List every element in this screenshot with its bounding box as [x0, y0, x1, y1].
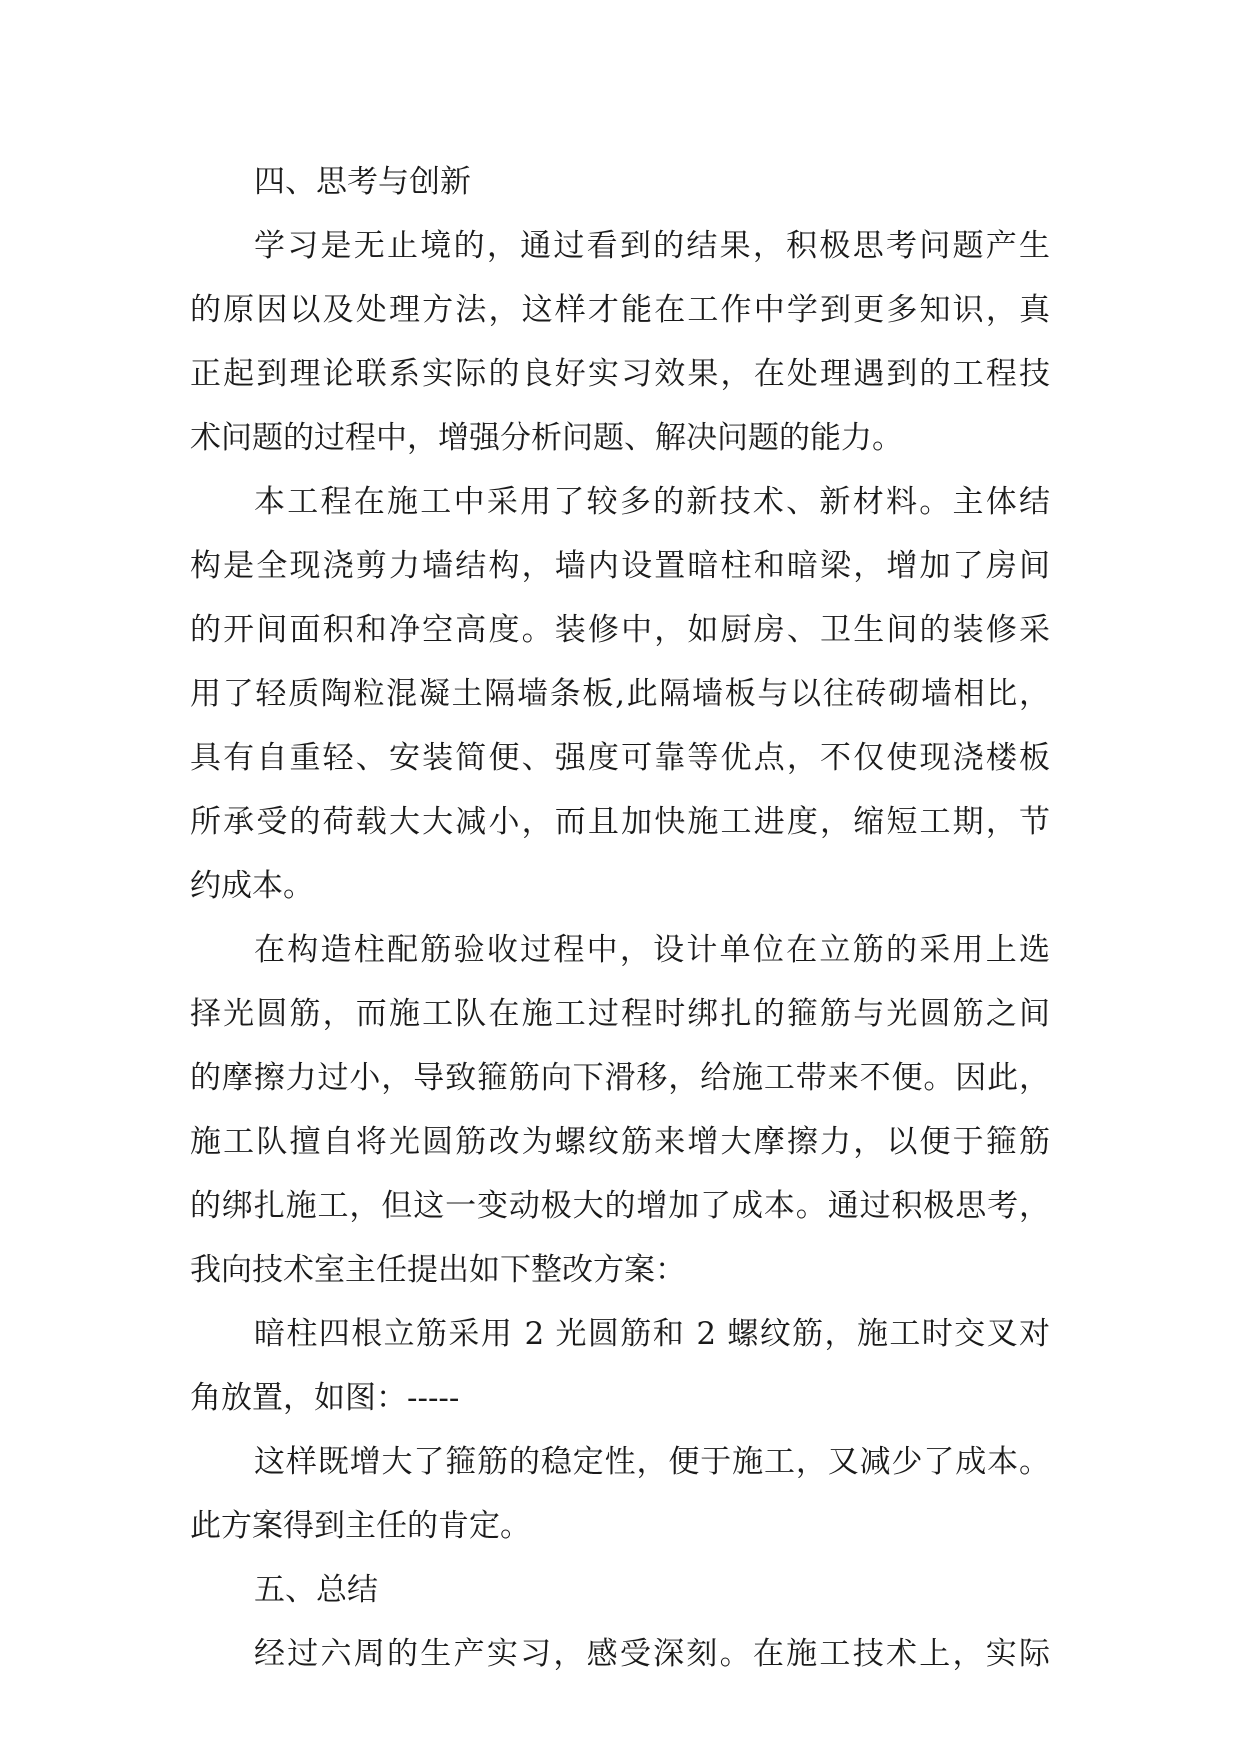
paragraph-line: 施工队擅自将光圆筋改为螺纹筋来增大摩擦力，以便于箍筋 — [190, 1124, 1050, 1160]
paragraph-line: 的开间面积和净空高度。装修中，如厨房、卫生间的装修采 — [190, 612, 1050, 648]
paragraph-line: 经过六周的生产实习，感受深刻。在施工技术上，实际 — [254, 1636, 1050, 1672]
paragraph-line: 具有自重轻、安装简便、强度可靠等优点，不仅使现浇楼板 — [190, 740, 1050, 776]
paragraph-line: 此方案得到主任的肯定。 — [190, 1508, 531, 1544]
paragraph-line: 择光圆筋，而施工队在施工过程时绑扎的箍筋与光圆筋之间 — [190, 996, 1050, 1032]
paragraph-line: 的绑扎施工，但这一变动极大的增加了成本。通过积极思考， — [190, 1188, 1050, 1224]
document-body — [190, 150, 1050, 1686]
paragraph-line: 的摩擦力过小，导致箍筋向下滑移，给施工带来不便。因此， — [190, 1060, 1050, 1096]
paragraph-proposal — [190, 1302, 1050, 1430]
paragraph-line: 我向技术室主任提出如下整改方案： — [190, 1252, 686, 1288]
paragraph-result — [190, 1430, 1050, 1558]
paragraph-line: 所承受的荷载大大减小，而且加快施工进度，缩短工期，节 — [190, 804, 1050, 840]
paragraph-line: 暗柱四根立筋采用 2 光圆筋和 2 螺纹筋，施工时交叉对 — [254, 1316, 1050, 1352]
section-heading-5: 五、总结 — [254, 1572, 378, 1608]
paragraph-summary — [190, 1622, 1050, 1686]
paragraph-line: 本工程在施工中采用了较多的新技术、新材料。主体结 — [254, 484, 1050, 520]
paragraph-rebar-inspection — [190, 918, 1050, 1302]
paragraph-line: 用了轻质陶粒混凝土隔墙条板,此隔墙板与以往砖砌墙相比， — [190, 676, 1050, 712]
paragraph-line: 的原因以及处理方法，这样才能在工作中学到更多知识，真 — [190, 292, 1050, 328]
paragraph-line: 学习是无止境的，通过看到的结果，积极思考问题产生 — [254, 228, 1050, 264]
paragraph-learning — [190, 214, 1050, 470]
paragraph-line: 角放置，如图：----- — [190, 1380, 460, 1416]
section-heading-4: 四、思考与创新 — [254, 164, 471, 200]
paragraph-line: 正起到理论联系实际的良好实习效果，在处理遇到的工程技 — [190, 356, 1050, 392]
paragraph-line: 在构造柱配筋验收过程中，设计单位在立筋的采用上选 — [254, 932, 1050, 968]
paragraph-line: 术问题的过程中，增强分析问题、解决问题的能力。 — [190, 420, 903, 456]
paragraph-line: 构是全现浇剪力墙结构，墙内设置暗柱和暗梁，增加了房间 — [190, 548, 1050, 584]
paragraph-line: 这样既增大了箍筋的稳定性，便于施工，又减少了成本。 — [254, 1444, 1050, 1480]
paragraph-line: 约成本。 — [190, 868, 314, 904]
paragraph-new-technology — [190, 470, 1050, 918]
